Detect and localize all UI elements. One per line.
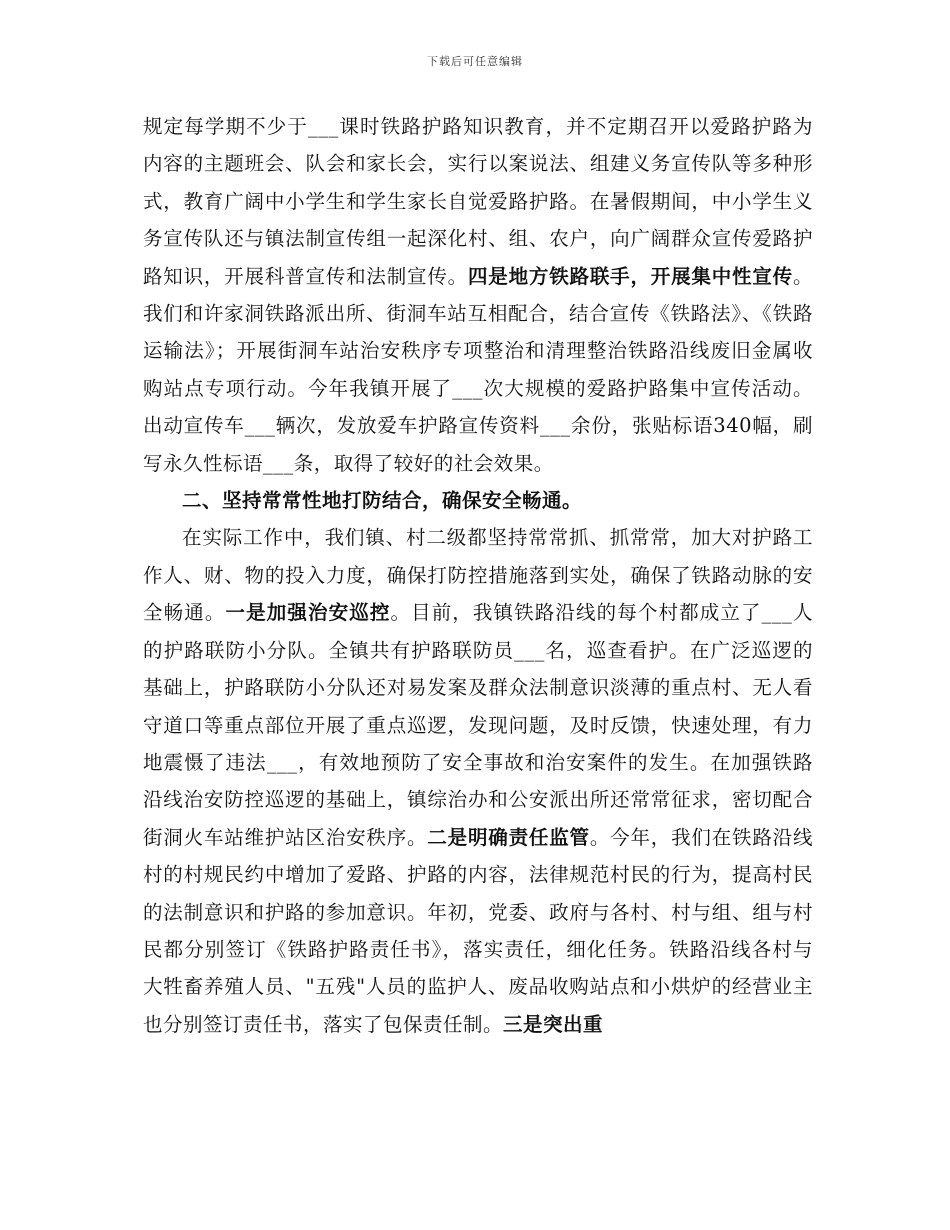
page-header: 下载后可任意编辑: [427, 55, 523, 68]
paragraph-3-text-b: 。目前，我镇铁路沿线的每个村都成立了___人的护路联防小分队。全镇共有护路联防员___名，巡查看护。在广泛巡逻的基础上，护路联防小分队还对易发案及群众法制意识淡薄的重点村、无人看守道口等重点部位开展了重点巡逻，发现问题，及时反馈，快速处理，有力地震慑了违法___，有效地预防了安全事故和治安案件的发生。在加强铁路沿线治安防控巡逻的基础上，镇综治办和公安派出所还常常征求，密切配合街洞火车站维护站区治安秩序。: [143, 601, 813, 849]
paragraph-3-text-a: 在实际工作中，我们镇、村二级都坚持常常抓、抓常常，加大对护路工作人、财、物的投入力度，确保打防控措施落到实处，确保了铁路动脉的安全畅通。: [143, 526, 813, 625]
paragraph-3: [143, 519, 813, 1043]
paragraph-1-text-b: 。我们和许家洞铁路派出所、街洞车站互相配合，结合宣传《铁路法》、《铁路运输法》；开展街洞车站治安秩序专项整治和清理整治铁路沿线废旧金属收购站点专项行动。今年我镇开展了___次大规模的爱路护路集中宣传活动。出动宣传车___辆次，发放爱车护路宣传资料___余份，张贴标语340幅，刷写永久性标语___条，取得了较好的社会效果。: [143, 264, 813, 475]
paragraph-3-bold-heading-2: 二是明确责任监管: [427, 825, 590, 849]
paragraph-1-text-a: 规定每学期不少于___课时铁路护路知识教育，并不定期召开以爱路护路为内容的主题班会、队会和家长会，实行以案说法、组建义务宣传队等多种形式，教育广阔中小学生和学生家长自觉爱路护路。在暑假期间，中小学生义务宣传队还与镇法制宣传组一起深化村、组、农户，向广阔群众宣传爱路护路知识，开展科普宣传和法制宣传。: [143, 115, 813, 288]
paragraph-3-bold-heading-1: 一是加强治安巡控: [225, 601, 391, 625]
document-body: [143, 108, 813, 1043]
paragraph-3-bold-heading-3: 三是突出重: [503, 1012, 604, 1036]
section-heading-text: 二、坚持常常性地打防结合，确保安全畅通。: [182, 489, 583, 513]
paragraph-3-text-c: 。今年，我们在铁路沿线村的村规民约中增加了爱路、护路的内容，法律规范村民的行为，提高村民的法制意识和护路的参加意识。年初，党委、政府与各村、村与组、组与村民都分别签订《铁路护路责任书》，落实责任，细化任务。铁路沿线各村与大牲畜养殖人员、"五残"人员的监护人、废品收购站点和小烘炉的经营业主也分别签订责任书，落实了包保责任制。: [143, 825, 813, 1036]
section-heading: [143, 482, 813, 519]
paragraph-1-bold-heading: 四是地方铁路联手，开展集中性宣传: [467, 264, 793, 288]
paragraph-1: [143, 108, 813, 482]
